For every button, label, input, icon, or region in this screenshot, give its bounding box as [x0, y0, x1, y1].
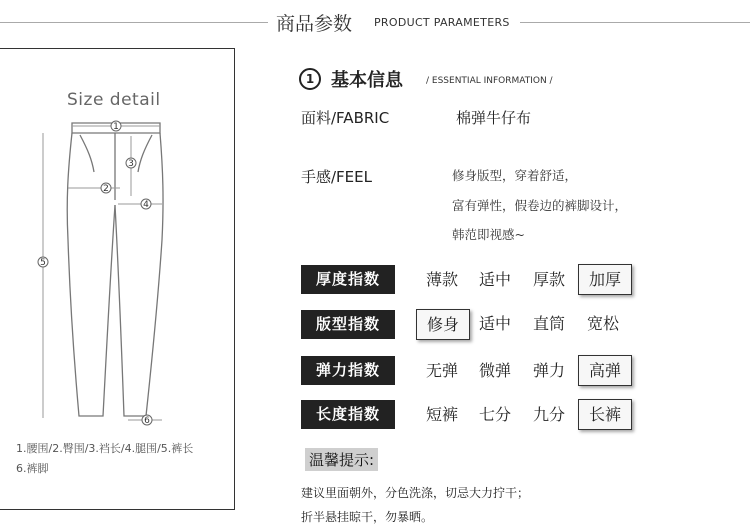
feel-line-1: 修身版型，穿着舒适， [452, 168, 578, 183]
thickness-option-3: 厚款 [532, 270, 565, 289]
fit-label: 版型指数 [301, 310, 395, 339]
header-line-right [520, 22, 750, 23]
length-option-selected: 长裤 [578, 399, 632, 430]
thickness-label: 厚度指数 [301, 265, 395, 294]
fit-option-3: 直筒 [532, 314, 565, 333]
length-option-3: 九分 [532, 405, 565, 424]
stretch-option-selected: 高弹 [578, 355, 632, 386]
stretch-label: 弹力指数 [301, 356, 395, 385]
mark-6: 6 [144, 416, 150, 426]
thickness-option-2: 适中 [478, 270, 511, 289]
header-title-en: PRODUCT PARAMETERS [374, 16, 510, 29]
tips-title: 温馨提示: [305, 448, 378, 471]
header-title-cn: 商品参数 [276, 13, 353, 35]
thickness-option-selected: 加厚 [578, 264, 632, 295]
feel-line-3: 韩范即视感~ [452, 227, 525, 242]
mark-4: 4 [143, 200, 149, 210]
fit-option-4: 宽松 [586, 314, 619, 333]
stretch-option-3: 弹力 [532, 361, 565, 380]
pants-diagram [0, 0, 240, 510]
stretch-option-2: 微弹 [478, 361, 511, 380]
length-label: 长度指数 [301, 400, 395, 429]
feel-label: 手感/FEEL [301, 168, 372, 186]
feel-line-2: 富有弹性，假卷边的裤脚设计， [452, 198, 628, 213]
thickness-option-1: 薄款 [425, 270, 458, 289]
size-legend-line2: 6.裤脚 [16, 462, 49, 475]
stretch-option-1: 无弹 [425, 361, 458, 380]
fit-option-selected: 修身 [416, 309, 470, 340]
mark-5: 5 [40, 258, 46, 268]
fit-option-2: 适中 [478, 314, 511, 333]
mark-1: 1 [113, 122, 119, 132]
tips-line-1: 建议里面朝外，分色洗涤，切忌大力拧干； [301, 486, 530, 500]
tips-line-2: 折半悬挂晾干，勿暴晒。 [301, 510, 434, 524]
mark-2: 2 [103, 184, 109, 194]
fabric-label: 面料/FABRIC [301, 109, 390, 127]
section-number: 1 [299, 68, 321, 90]
size-legend-line1: 1.腰围/2.臀围/3.裆长/4.腿围/5.裤长 [16, 442, 194, 455]
length-option-1: 短裤 [425, 405, 458, 424]
section-title: 基本信息 [331, 70, 403, 91]
section-subtitle: / ESSENTIAL INFORMATION / [426, 76, 553, 86]
length-option-2: 七分 [478, 405, 511, 424]
mark-3: 3 [128, 159, 134, 169]
fabric-value: 棉弹牛仔布 [456, 109, 532, 127]
size-detail-title: Size detail [67, 90, 161, 110]
